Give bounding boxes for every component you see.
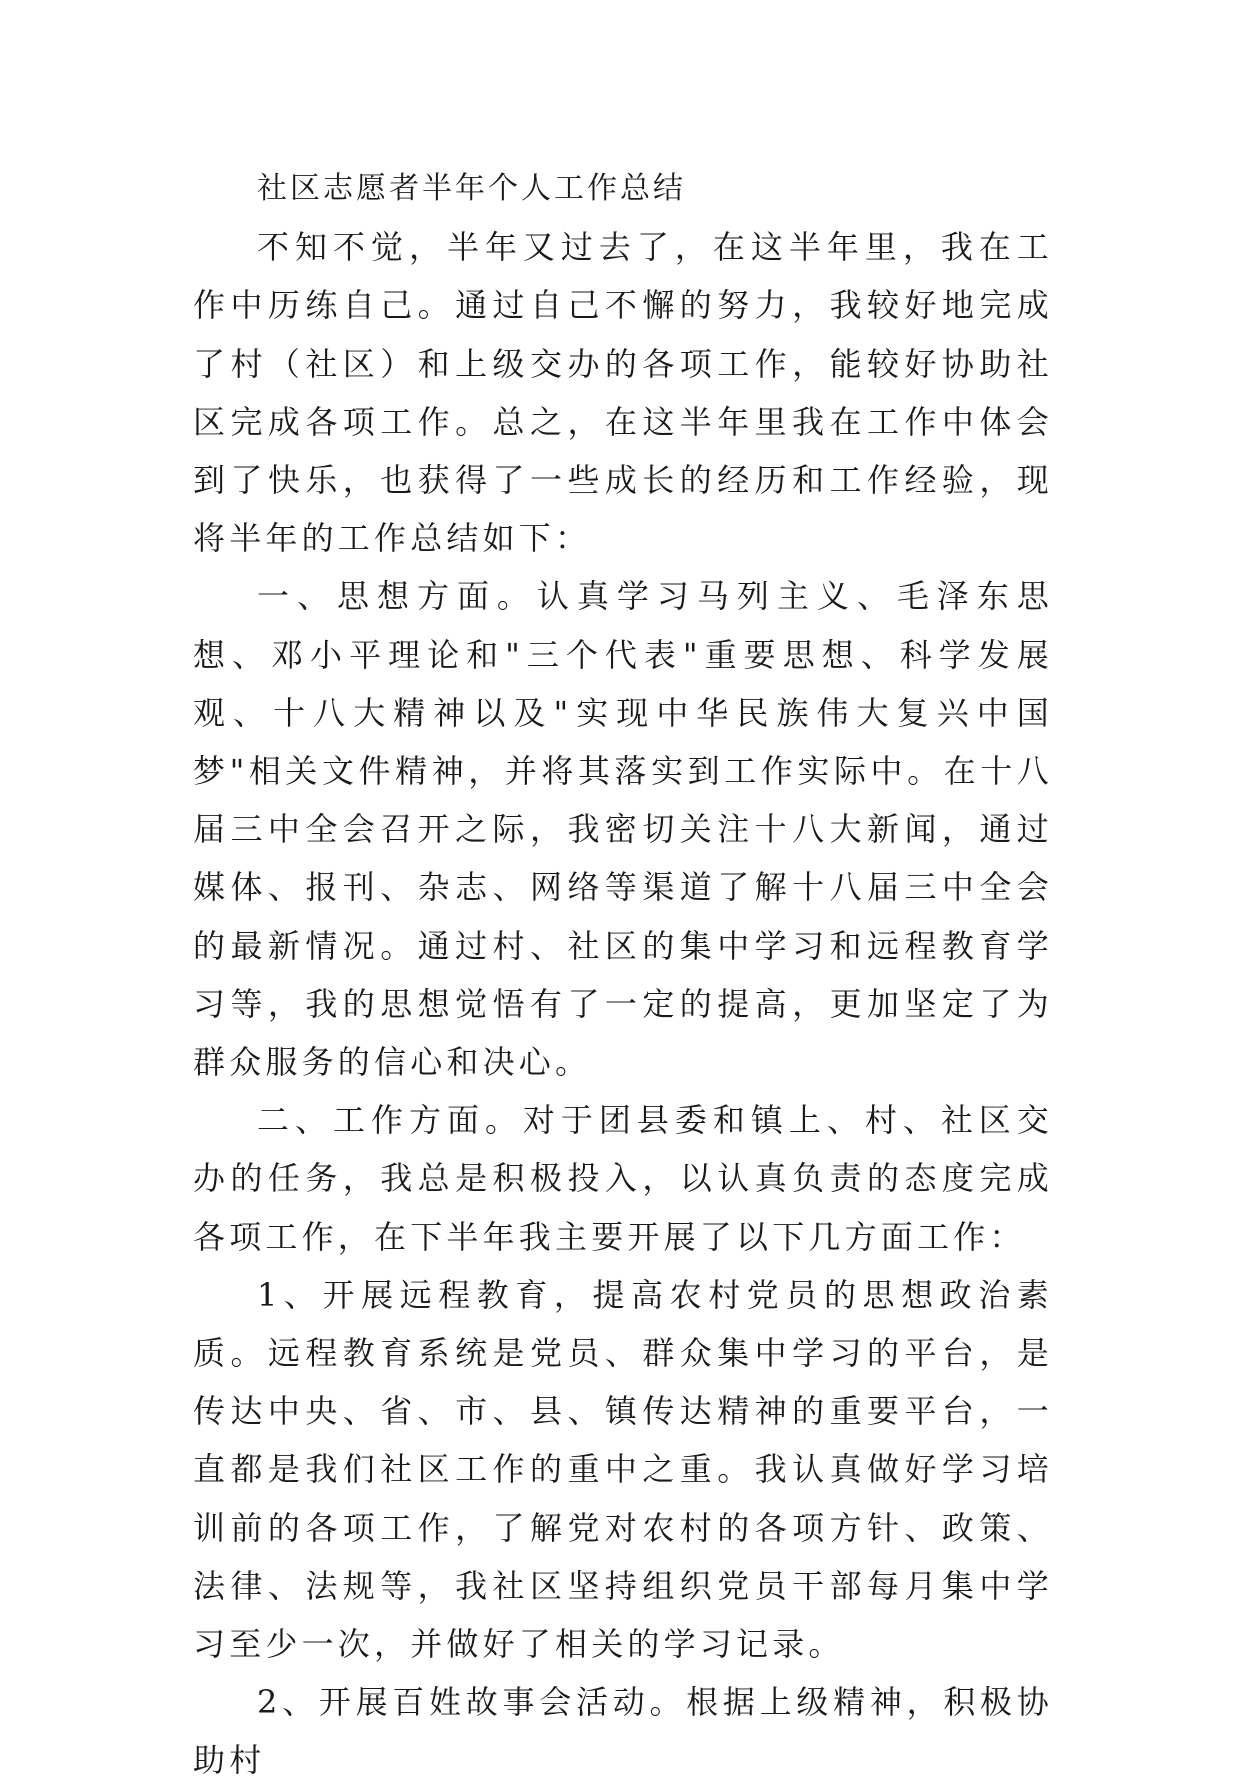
- document-title: 社区志愿者半年个人工作总结: [257, 171, 686, 206]
- paragraph-item-2: 2、开展百姓故事会活动。根据上级精神，积极协助村: [193, 1683, 1053, 1780]
- document-body: [193, 160, 1053, 1790]
- paragraph-work: 二、工作方面。对于团县委和镇上、村、社区交办的任务，我总是积极投入，以认真负责的态度完成各项工作，在下半年我主要开展了以下几方面工作：: [193, 1101, 1053, 1256]
- paragraph-intro: 不知不觉，半年又过去了，在这半年里，我在工作中历练自己。通过自己不懈的努力，我较好地完成了村（社区）和上级交办的各项工作，能较好协助社区完成各项工作。总之，在这半年里我在工作中体会到了快乐，也获得了一些成长的经历和工作经验，现将半年的工作总结如下：: [193, 228, 1053, 558]
- paragraph-thought: 一、思想方面。认真学习马列主义、毛泽东思想、邓小平理论和"三个代表"重要思想、科学发展观、十八大精神以及"实现中华民族伟大复兴中国梦"相关文件精神，并将其落实到工作实际中。在十八届三中全会召开之际，我密切关注十八大新闻，通过媒体、报刊、杂志、网络等渠道了解十八届三中全会的最新情况。通过村、社区的集中学习和远程教育学习等，我的思想觉悟有了一定的提高，更加坚定了为群众服务的信心和决心。: [193, 577, 1053, 1082]
- paragraph-item-1: 1、开展远程教育，提高农村党员的思想政治素质。远程教育系统是党员、群众集中学习的平台，是传达中央、省、市、县、镇传达精神的重要平台，一直都是我们社区工作的重中之重。我认真做好学习培训前的各项工作，了解党对农村的各项方针、政策、法律、法规等，我社区坚持组织党员干部每月集中学习至少一次，并做好了相关的学习记录。: [193, 1275, 1053, 1664]
